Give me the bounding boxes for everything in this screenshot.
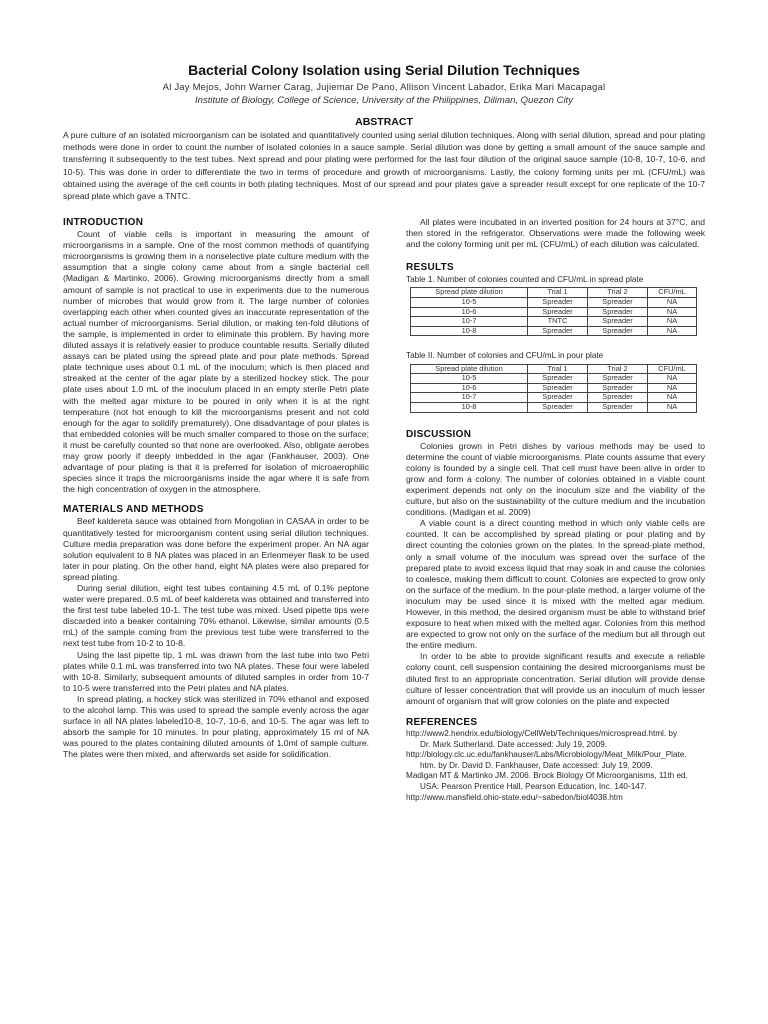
- table-header-cell: Trial 2: [588, 364, 648, 374]
- incubation-paragraph: All plates were incubated in an inverted position for 24 hours at 37°C, and then stored in the refrigerator. Observations were made the following week and the colony forming unit per mL (CFU/mL) of each dilution was calculated.: [406, 217, 705, 250]
- introduction-paragraph: Count of viable cells is important in measuring the amount of microorganisms in a sample. One of the most common methods of quantifying microorganisms is growing them in a nonselective plate culture medium with the assumption that a single colony came about from a single bacterial cell (Madigan & Martinko, 2006). Growing microorganisms directly from a small amount of sample is not practical to use in experiments due to the numerous number of microbes that would grow from it. The large number of colonies overlapping each other when counted gives an inaccurate representation of the actual number of microorganisms. Serial dilution, or making ten-fold dilutions of the sample, is implemented in order to eliminate this problem. By having more diluted assays it is relatively easier to produce countable results. Serially diluted assays can be plated using the spread plate and pour plate methods. Spread plate technique uses about 0.1 mL of the inoculum; which is then placed and streaked at the center of the agar plate by a sterilized hockey stick. The pour plate uses about 1.0 mL of the inoculum placed in an empty sterile Petri plate with the melted agar mixture to be poured in only when it is at the right temperature (not hot enough to kill the microorganisms present and not cold enough for the agar to solidify prematurely). One disadvantage of pour plates is that embedded colonies will be much smaller compared to those on the surface; it must be carefully counted so that none are overlooked. Also, obligate aerobes may grow poorly if deeply imbedded in the agar (Fankhauser, 2003). One advantage of pour plating is that it is preferred for isolation of microaerophilic species since it traps the microorganisms inside the agar where it is safe from the high concentration of oxygen in the atmosphere.: [63, 229, 369, 495]
- table-row: [411, 374, 697, 384]
- reference-item: htm. by Dr. David D. Fankhauser, Date accessed: July 19, 2009.: [420, 760, 653, 770]
- methods-paragraph-4: In spread plating, a hockey stick was sterilized in 70% ethanol and exposed to the alcohol lamp. This was used to spread the sample evenly across the agar surface in all NA plates labeled10-8, 10-7, 10-6, and 10-5. The agar was left to absorb the sample for 10 minutes. In pour plating, approximately 15 ml of NA was poured to the plates containing diluted amounts of 1.0ml of sample culture. The plates were then mixed, and afterwards set aside for solidification.: [63, 693, 369, 760]
- methods-paragraph-3: Using the last pipette tip, 1 mL was drawn from the last tube into two Petri plates while 0.1 mL was transferred into two NA plates. These four were labeled with 10-8. Similarly, subsequent amounts of diluted samples in order from 10-7 to 10-5 were transferred into the Petri plates and NA plates.: [63, 649, 369, 693]
- table-cell: NA: [648, 326, 697, 336]
- reference-item: http://www2.hendrix.edu/biology/CellWeb/Techniques/microspread.html. by: [406, 728, 678, 738]
- table-header-cell: Trial 1: [528, 288, 588, 298]
- left-column: [63, 217, 369, 761]
- table-cell: Spreader: [528, 402, 588, 412]
- table-cell: Spreader: [528, 326, 588, 336]
- table-cell: 10-5: [411, 374, 528, 384]
- table-cell: NA: [648, 307, 697, 317]
- right-column: [406, 217, 705, 803]
- abstract-text: A pure culture of an isolated microorganism can be isolated and quantitatively counted using serial dilution techniques. Along with serial dilution, spread and pour plating methods were done in order to count the number of isolated colonies in a sauce sample. Serial dilution was done by getting a small amount of the sauce sample and transferring it subsequently to the test tubes. Next spread and pour plating were performed for the last four dilution of the original sauce sample (10-8, 10-7, 10-6, and 10-5). This was done in order to differentiate the two in terms of procedure and growth of microorganisms. Lastly, the colony forming units per mL (CFU/mL) was obtained using the average of the cell counts in both plating techniques. Most of our spread and pour plates gave a spreader result except for one replicate of the 10-7 spread plate which gave a TNTC.: [63, 130, 705, 202]
- reference-item: Madigan MT & Martinko JM. 2006. Brock Biology Of Microorganisms, 11th ed.: [406, 771, 688, 781]
- table-header-cell: Trial 1: [528, 364, 588, 374]
- table-cell: Spreader: [528, 307, 588, 317]
- discussion-paragraph-3: In order to be able to provide significant results and execute a reliable colony count, cell suspension containing the desired microorganisms must be diluted first to an appropriate concentration. Serial dilution will provide dense culture of lesser concentration that will provide us an inoculum of much lesser amount of organism that will grow colonies on the plate and expected: [406, 651, 705, 706]
- pour-plate-table: [410, 364, 697, 413]
- table-cell: 10-6: [411, 307, 528, 317]
- author-list: Al Jay Mejos, John Warner Carag, Jujiemar De Pano, Allison Vincent Labador, Erika Mari Macapagal: [162, 82, 606, 93]
- discussion-paragraph-1: Colonies grown in Petri dishes by various methods may be used to determine the count of viable microorganisms. Plate counts assume that every colony is founded by a single cell. That cell must have been alive in order to grow and form a colony. The number of colonies obtained in a viable count experiment depends not only on the inoculum size and the viability of the culture, but also on the sustainability of the culture medium and the incubation conditions. (Madigan et al. 2009): [406, 440, 705, 518]
- reference-item: Dr. Mark Sutherland. Date accessed: July 19, 2009.: [420, 739, 608, 749]
- methods-paragraph-2: During serial dilution, eight test tubes containing 4.5 mL of 0.1% peptone water were prepared. 0.5 mL of beef kaldereta was obtained and transferred into the first test tube labeled 10-1. The test tube was mixed. Used pipette tips were discarded into a beaker containing 70% ethanol. Likewise, similar amounts (0.5 mL) of the sample coming from the previous test tube were transferred to the next test tube from 10-2 to 10-8.: [63, 583, 369, 649]
- affiliation: Institute of Biology, College of Science, University of the Philippines, Diliman, Quezon City: [195, 95, 573, 106]
- table-cell: Spreader: [588, 298, 648, 308]
- discussion-heading: DISCUSSION: [406, 428, 472, 440]
- table-cell: 10-7: [411, 317, 528, 327]
- introduction-heading: INTRODUCTION: [63, 217, 144, 228]
- table-cell: NA: [648, 317, 697, 327]
- table-cell: Spreader: [528, 383, 588, 393]
- table-cell: Spreader: [588, 402, 648, 412]
- table-cell: Spreader: [588, 307, 648, 317]
- table-cell: Spreader: [588, 383, 648, 393]
- reference-item: http://www.mansfield.ohio-state.edu/~sabedon/biol4038.htm: [406, 792, 623, 802]
- table-cell: 10-5: [411, 298, 528, 308]
- table-header-cell: CFU/mL: [648, 288, 697, 298]
- table-cell: Spreader: [588, 326, 648, 336]
- table-cell: Spreader: [528, 393, 588, 403]
- table-cell: Spreader: [528, 298, 588, 308]
- table-cell: 10-7: [411, 393, 528, 403]
- references-heading: REFERENCES: [406, 716, 478, 728]
- methods-paragraph-1: Beef kaldereta sauce was obtained from Mongolian in CASAA in order to be quantitatively tested for microorganism content using serial dilution techniques. Culture media preparation was done before the experiment proper. An NA agar solution equivalent to 8 NA plates was placed in an Erlenmeyer flask to be used later in pour plating. On the other hand, eight NA plates were also prepared for spread plating.: [63, 516, 369, 582]
- table-cell: NA: [648, 402, 697, 412]
- reference-item: USA: Pearson Prentice Hall, Pearson Education, Inc. 140-147.: [420, 781, 647, 791]
- table-header-cell: Spread plate dilution: [411, 364, 528, 374]
- reference-item: http://biology.clc.uc.edu/fankhauser/Labs/Microbiology/Meat_Milk/Pour_Plate.: [406, 750, 687, 760]
- spread-plate-table: [410, 287, 697, 336]
- abstract-heading: ABSTRACT: [355, 116, 413, 128]
- table-header-cell: Spread plate dilution: [411, 288, 528, 298]
- table-cell: NA: [648, 374, 697, 384]
- table-cell: NA: [648, 393, 697, 403]
- table-header-cell: CFU/mL: [648, 364, 697, 374]
- methods-heading: MATERIALS AND METHODS: [63, 504, 204, 516]
- table-row: [411, 298, 697, 308]
- table-header-cell: Trial 2: [588, 288, 648, 298]
- table2-caption: Table II. Number of colonies and CFU/mL in pour plate: [406, 351, 604, 361]
- table-row: [411, 326, 697, 336]
- table1-caption: Table 1. Number of colonies counted and CFU/mL in spread plate: [406, 275, 644, 285]
- table-cell: Spreader: [588, 317, 648, 327]
- table-cell: NA: [648, 298, 697, 308]
- table-cell: TNTC: [528, 317, 588, 327]
- table-cell: Spreader: [528, 374, 588, 384]
- table-cell: NA: [648, 383, 697, 393]
- table-row: [411, 317, 697, 327]
- table-row: [411, 393, 697, 403]
- reference-list: [406, 729, 705, 803]
- table-cell: Spreader: [588, 374, 648, 384]
- results-heading: RESULTS: [406, 262, 455, 274]
- table-cell: 10-8: [411, 326, 528, 336]
- discussion-paragraph-2: A viable count is a direct counting method in which only viable cells are counted. It can be accomplished by spread plating or pour plating and by direct counting the colonies grown on the plates. In the spread-plate method, only a small volume of the inoculum was spread over the surface of the prepared plate to avoid excess liquid that may soak in and cause the colonies to coalesce, making them difficult to count. Colonies are expected to grow only on the surface of the medium. In the pour-plate method, a larger volume of the inoculum may be used since it is mixed with the melted agar medium. However, in this method, the desired organism must be able to withstand brief exposure to heat when mixed with the melted agar. Colonies from this method are expected to grow not only on the surface of the medium but all through out the entire medium.: [406, 518, 705, 651]
- table-cell: 10-6: [411, 383, 528, 393]
- table-cell: 10-8: [411, 402, 528, 412]
- table-cell: Spreader: [588, 393, 648, 403]
- paper-title: Bacterial Colony Isolation using Serial Dilution Techniques: [188, 62, 580, 78]
- table-row: [411, 402, 697, 412]
